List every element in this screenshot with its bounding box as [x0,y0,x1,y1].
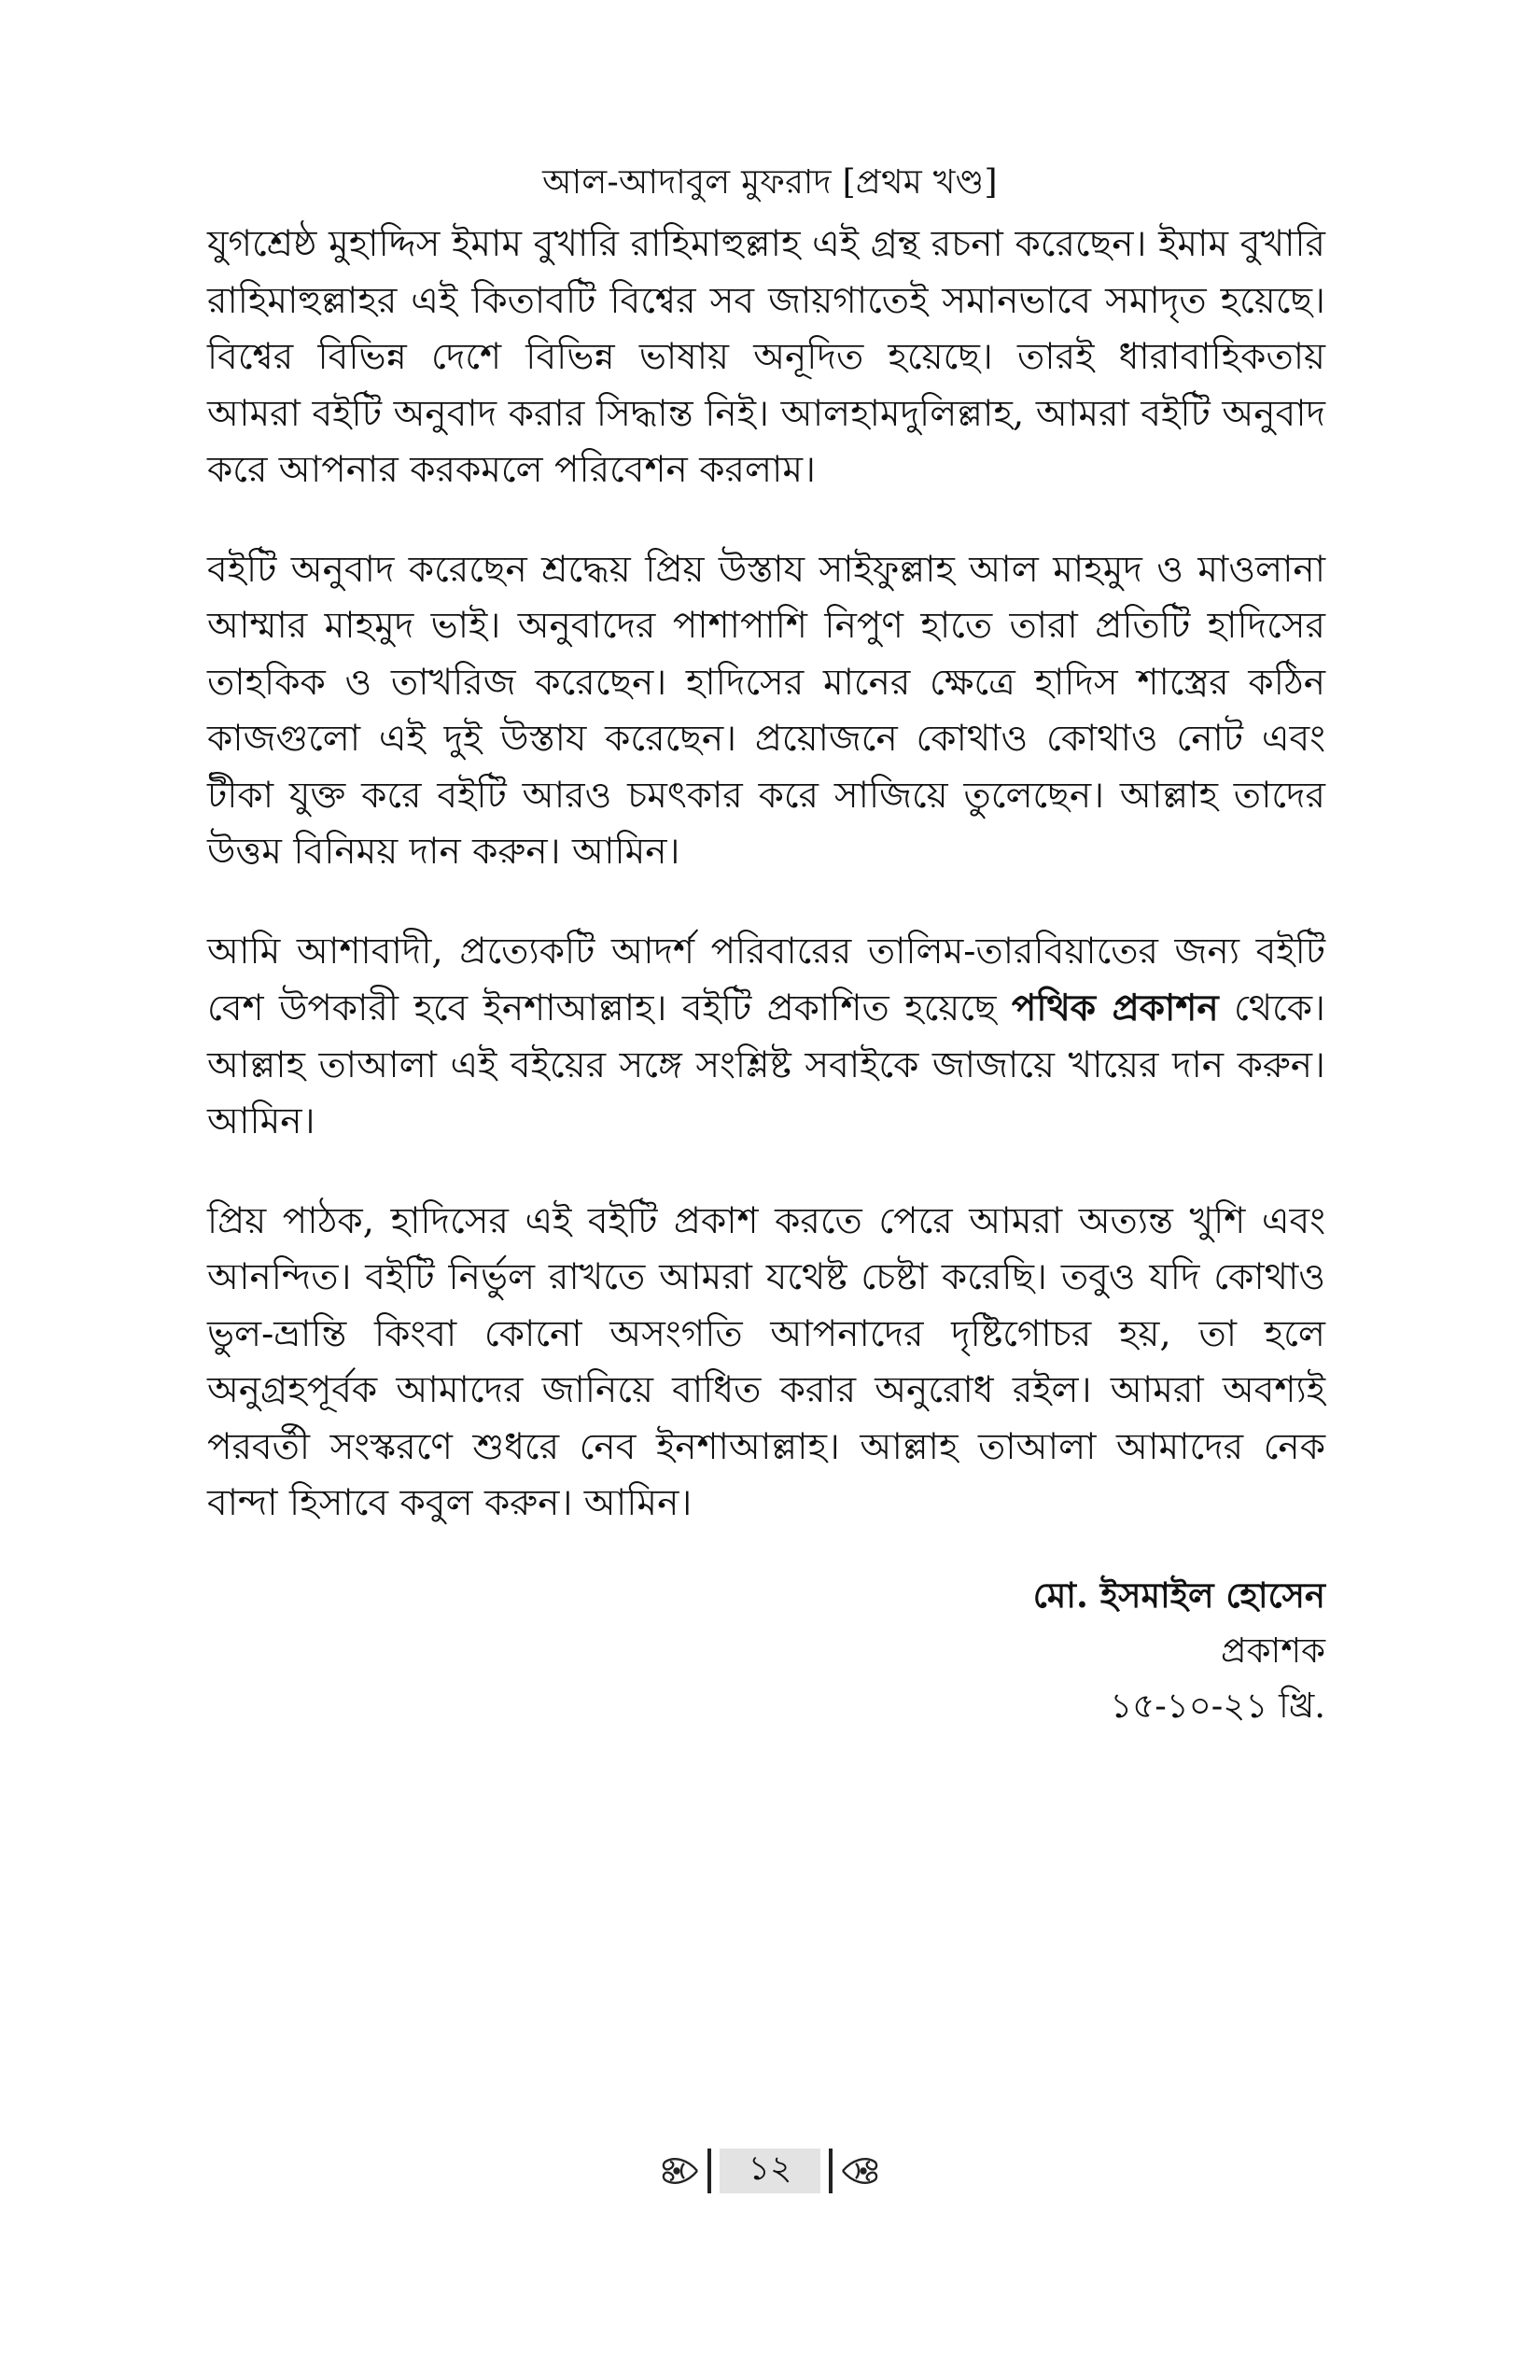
paragraph-2: বইটি অনুবাদ করেছেন শ্রদ্ধেয় প্রিয় উস্তায সাইফুল্লাহ আল মাহমুদ ও মাওলানা আম্মার মাহমুদ ভাই। অনুবাদের পাশাপাশি নিপুণ হাতে তারা প্রতিটি হাদিসের তাহকিক ও তাখরিজ করেছেন। হাদিসের মানের ক্ষেত্রে হাদিস শাস্ত্রের কঠিন কাজগুলো এই দুই উস্তায করেছেন। প্রয়োজনে কোথাও কোথাও নোট এবং টীকা যুক্ত করে বইটি আরও চমৎকার করে সাজিয়ে তুলেছেন। আল্লাহ তাদের উত্তম বিনিময় দান করুন। আমিন। [207,548,1325,873]
divider-bar-right [829,2149,833,2193]
page-number: ১২ [720,2149,820,2193]
signature-block [1033,1568,1325,1733]
paragraph-3-text-after: থেকে। আল্লাহ তাআলা এই বইয়ের সঙ্গে সংশ্লিষ্ট সবাইকে জাজায়ে খায়ের দান করুন। আমিন। [207,987,1325,1142]
body-text [207,217,1325,1575]
publisher-name-bold: পথিক প্রকাশন [1011,987,1219,1029]
page-footer [0,2147,1540,2195]
paragraph-3 [207,924,1325,1151]
signature-date: ১৫-১০-২১ খ্রি. [1110,1686,1325,1726]
signatory-name: মো. ইসমাইল হোসেন [1032,1575,1325,1616]
running-header: আল-আদাবুল মুফরাদ [প্রথম খণ্ড] [542,163,998,202]
paragraph-3-text-before: আমি আশাবাদী, প্রত্যেকটি আদর্শ পরিবারের তালিম-তারবিয়াতের জন্য বইটি বেশ উপকারী হবে ইনশাআল্লাহ। বইটি প্রকাশিত হয়েছে [207,930,1325,1029]
paragraph-4: প্রিয় পাঠক, হাদিসের এই বইটি প্রকাশ করতে পেরে আমরা অত্যন্ত খুশি এবং আনন্দিত। বইটি নির্ভুল রাখতে আমরা যথেষ্ট চেষ্টা করেছি। তবুও যদি কোথাও ভুল-ভ্রান্তি কিংবা কোনো অসংগতি আপনাদের দৃষ্টিগোচর হয়, তা হলে অনুগ্রহপূর্বক আমাদের জানিয়ে বাধিত করার অনুরোধ রইল। আমরা অবশ্যই পরবর্তী সংস্করণে শুধরে নেব ইনশাআল্লাহ। আল্লাহ তাআলা আমাদের নেক বান্দা হিসাবে কবুল করুন। আমিন। [207,1199,1325,1524]
floral-ornament-icon [835,2147,884,2195]
paragraph-1: যুগশ্রেষ্ঠ মুহাদ্দিস ইমাম বুখারি রাহিমাহুল্লাহ এই গ্রন্থ রচনা করেছেন। ইমাম বুখারি রাহিমাহুল্লাহর এই কিতাবটি বিশ্বের সব জায়গাতেই সমানভাবে সমাদৃত হয়েছে। বিশ্বের বিভিন্ন দেশে বিভিন্ন ভাষায় অনূদিত হয়েছে। তারই ধারাবাহিকতায় আমরা বইটি অনুবাদ করার সিদ্ধান্ত নিই। আলহামদুলিল্লাহ, আমরা বইটি অনুবাদ করে আপনার করকমলে পরিবেশন করলাম। [207,223,1325,491]
signatory-role: প্রকাশক [1220,1631,1325,1671]
divider-bar-left [707,2149,711,2193]
floral-ornament-icon [656,2147,705,2195]
